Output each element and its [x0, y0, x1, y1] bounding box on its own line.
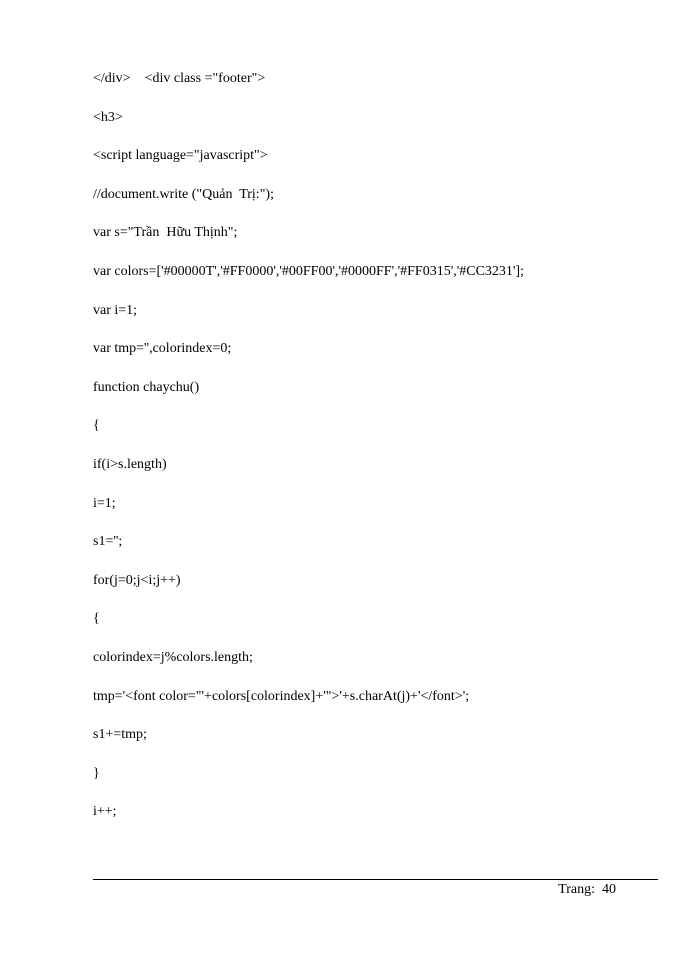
code-line: function chaychu() [93, 379, 200, 395]
code-line: </div> <div class ="footer"> [93, 71, 266, 86]
code-line: var i=1; [93, 302, 138, 318]
code-line: var colors=['#00000T','#FF0000','#00FF00','#0000FF','#FF0315','#CC3231']; [93, 263, 524, 279]
code-line: var tmp='',colorindex=0; [93, 341, 232, 357]
code-line: { [93, 418, 100, 434]
code-line: colorindex=j%colors.length; [93, 649, 253, 665]
code-line: <h3> [93, 109, 123, 125]
code-line: if(i>s.length) [93, 456, 167, 472]
code-line: <script language="javascript"> [93, 148, 268, 164]
code-line: i=1; [93, 495, 116, 511]
code-line: for(j=0;j<i;j++) [93, 572, 181, 588]
code-line: var s="Trần Hữu Thịnh"; [93, 225, 238, 241]
code-line: } [93, 765, 100, 781]
footer-divider [93, 879, 658, 880]
code-line: { [93, 611, 100, 627]
code-listing [93, 70, 524, 842]
code-line: s1=''; [93, 534, 123, 550]
code-line: s1+=tmp; [93, 727, 147, 743]
page-number: Trang: 40 [558, 882, 616, 897]
code-line: i++; [93, 804, 117, 820]
code-line: tmp='<font color="'+colors[colorindex]+'">'+s.charAt(j)+'</font>'; [93, 688, 470, 704]
code-line: //document.write ("Quản Trị:"); [93, 186, 274, 202]
